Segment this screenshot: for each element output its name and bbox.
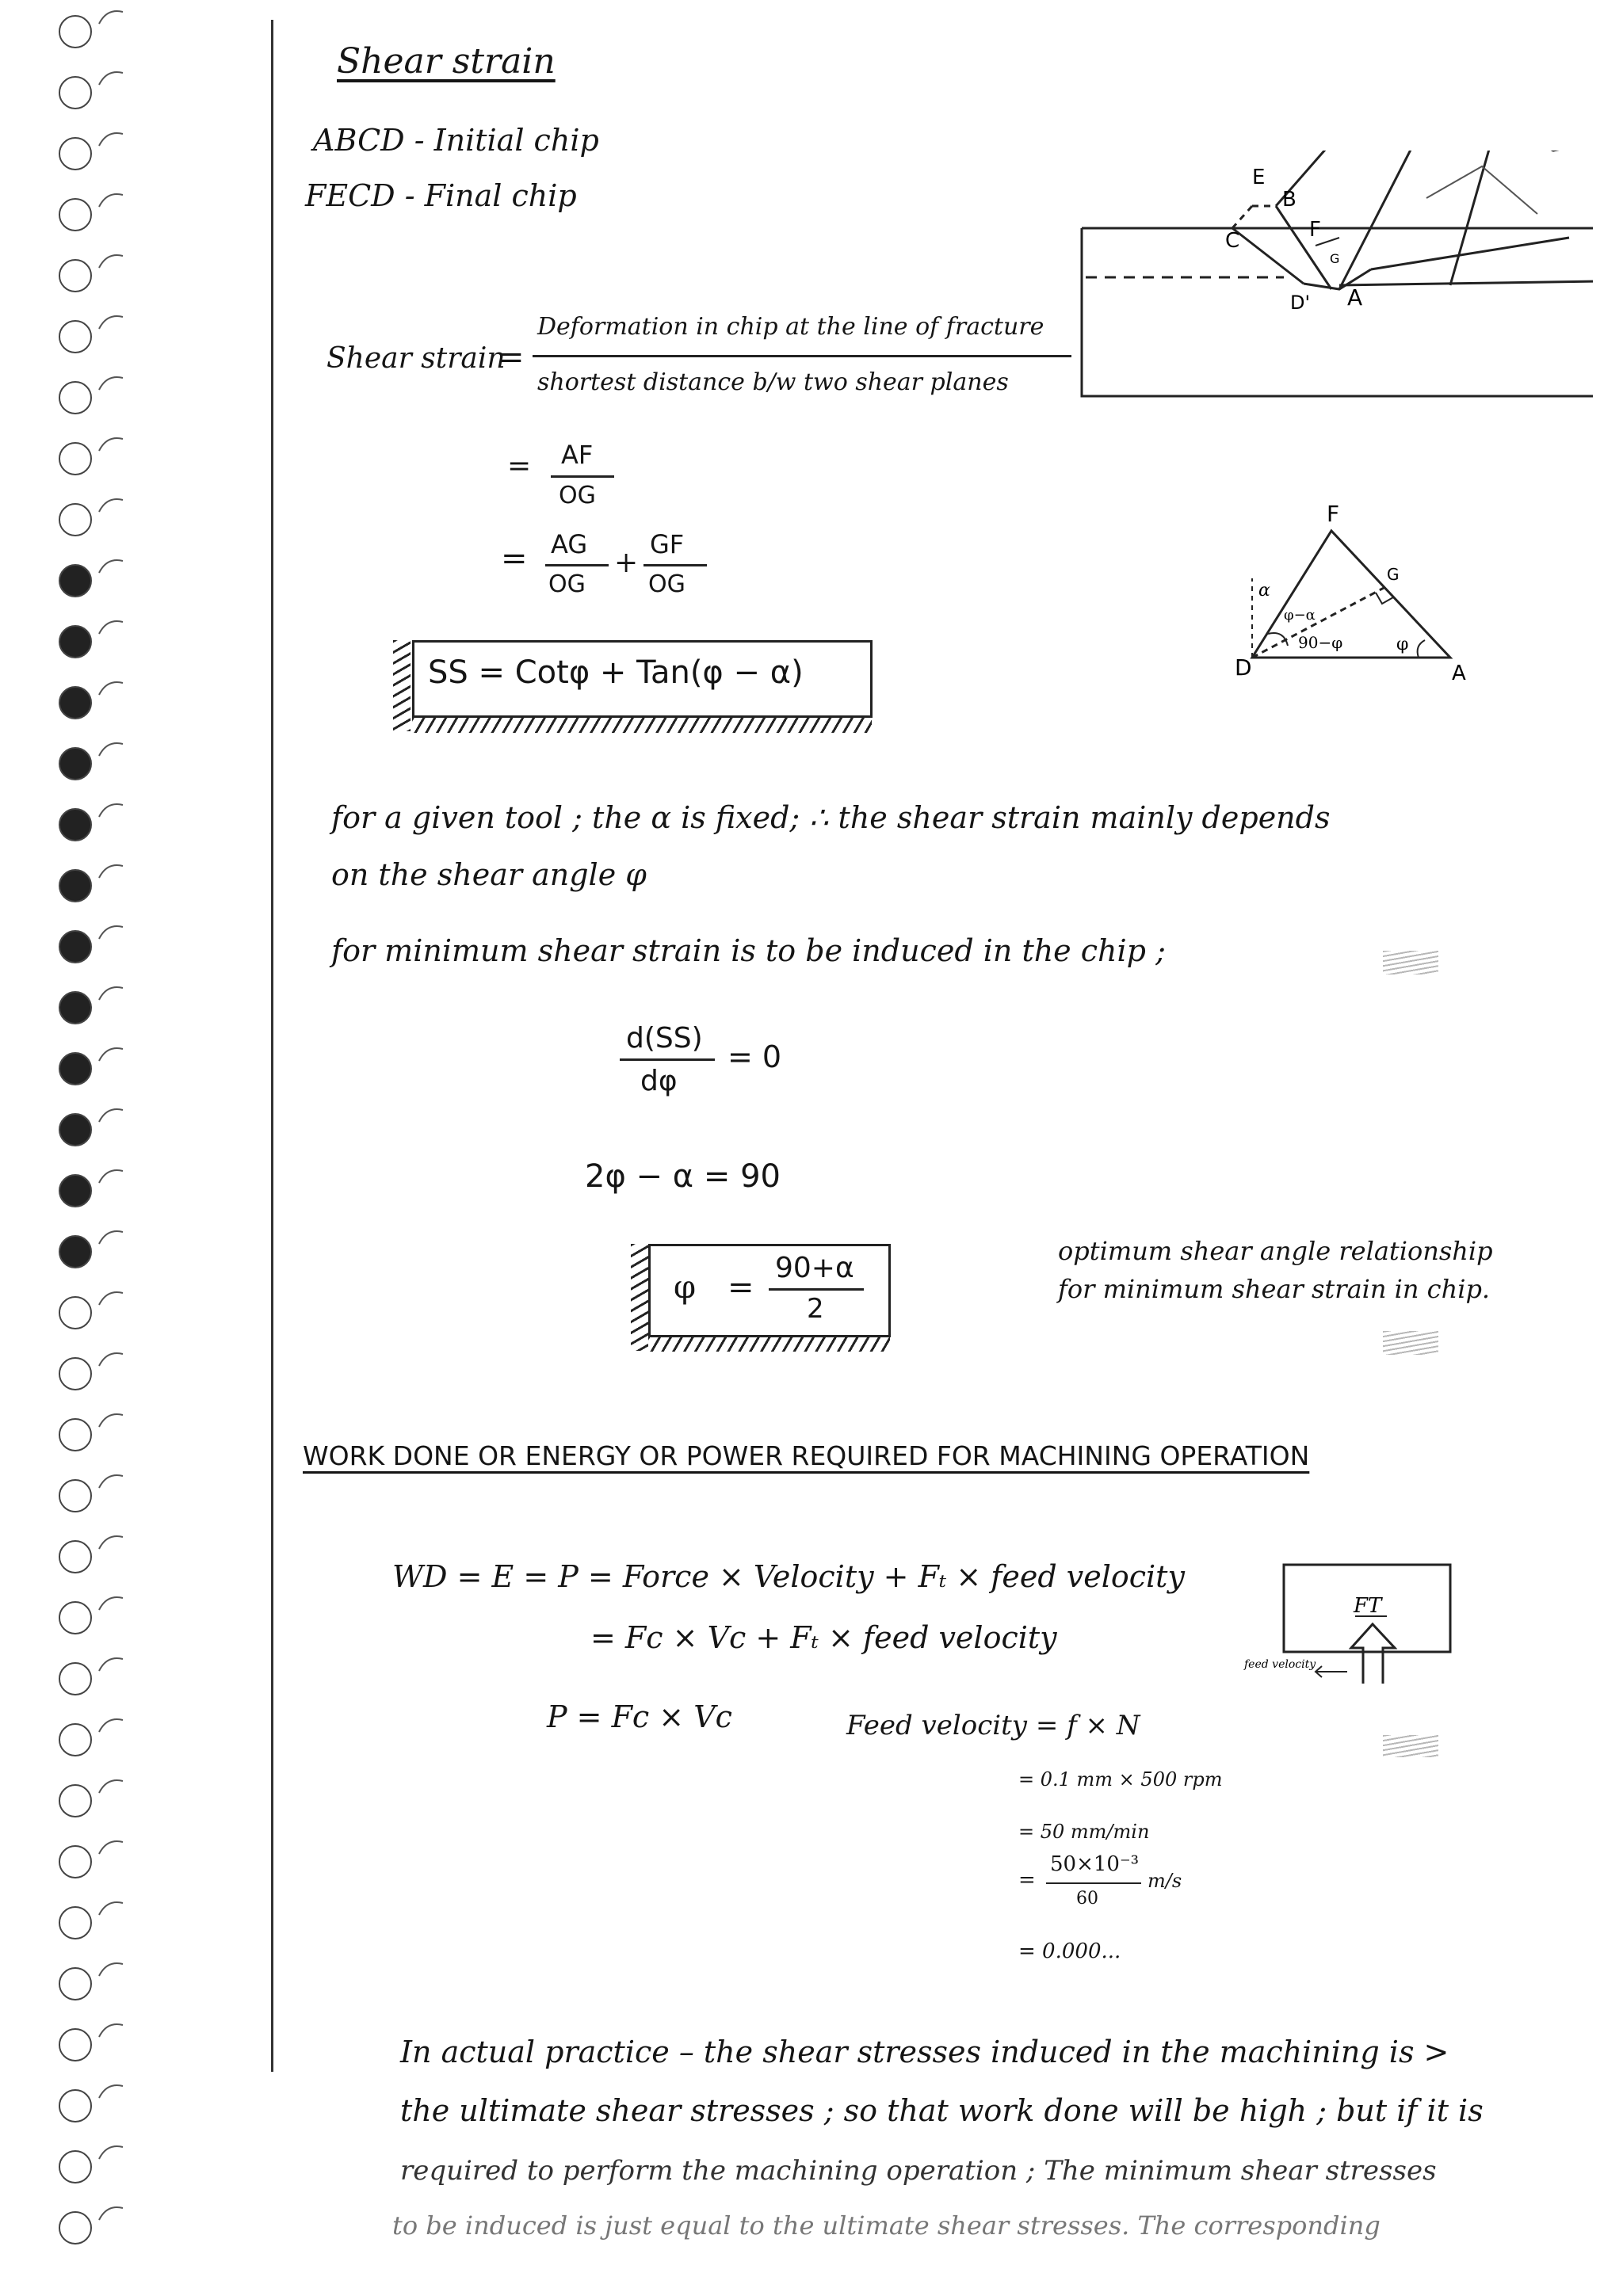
- definition-fraction-bar: [533, 355, 1071, 357]
- definition-numerator: Deformation in chip at the line of fracture: [537, 313, 1044, 341]
- binding-wire: [99, 2207, 123, 2220]
- eq2-plus: +: [614, 547, 639, 579]
- binding-hole: [59, 626, 91, 658]
- page-heading: Shear strain: [337, 41, 556, 82]
- opt-box-hatch-left: [631, 1244, 648, 1351]
- fv-line4-num: 50×10⁻³: [1050, 1852, 1140, 1876]
- opt-note-line2: for minimum shear strain in chip.: [1058, 1274, 1491, 1304]
- fv-line3: = 50 mm/min: [1018, 1821, 1150, 1843]
- binding-hole: [59, 565, 91, 597]
- binding-wire: [99, 1536, 123, 1549]
- last-line2: the ultimate shear stresses ; so that work done will be high ; but if it is: [400, 2093, 1484, 2128]
- fv-line4-unit: m/s: [1148, 1870, 1182, 1892]
- binding-hole: [59, 321, 91, 353]
- binding-wire: [99, 1170, 123, 1183]
- binding-hole: [59, 931, 91, 963]
- eq2-den2: OG: [648, 570, 685, 598]
- binding-wire: [99, 1048, 123, 1061]
- opt-eq: =: [727, 1269, 754, 1306]
- eq2-bar2: [643, 564, 707, 566]
- label-b: B: [1282, 188, 1296, 212]
- binding-hole: [59, 687, 91, 719]
- fv-line4-den: 60: [1076, 1889, 1098, 1909]
- scribble-mark: [1383, 1735, 1438, 1757]
- tri-label-ninety-minus-phi: 90−φ: [1298, 633, 1343, 652]
- eq1-bar: [551, 475, 614, 478]
- eq2-num1: AG: [551, 529, 588, 559]
- ss-formula: SS = Cotφ + Tan(φ − α): [428, 654, 804, 691]
- binding-hole: [59, 1053, 91, 1085]
- binding-wire: [99, 255, 123, 268]
- fv-line4-eq: =: [1018, 1868, 1036, 1892]
- wd-line2: = Fc × Vc + Fₜ × feed velocity: [590, 1620, 1057, 1655]
- binding-wire: [99, 926, 123, 939]
- binding-wire: [99, 865, 123, 878]
- binding-wire: [99, 133, 123, 146]
- tri-label-f: F: [1327, 501, 1340, 527]
- last-line1: In actual practice – the shear stresses induced in the machining is >: [400, 2035, 1449, 2069]
- scribble-mark: [1383, 951, 1438, 974]
- binding-hole: [59, 382, 91, 414]
- eq-90: 2φ − α = 90: [585, 1158, 781, 1195]
- tool-ft-label: FT: [1354, 1594, 1382, 1618]
- tool-feed-label: feed velocity: [1244, 1658, 1316, 1671]
- ss-box-hatch-left: [393, 640, 411, 731]
- binding-hole: [59, 1419, 91, 1451]
- binding-wire: [99, 1475, 123, 1488]
- binding-hole: [59, 2151, 91, 2183]
- tri-label-alpha: α: [1258, 581, 1270, 601]
- margin-line: [271, 20, 273, 2072]
- last-line3: required to perform the machining operation ; The minimum shear stresses: [400, 2155, 1437, 2187]
- binding-wire: [99, 1780, 123, 1793]
- fv-line2: = 0.1 mm × 500 rpm: [1018, 1768, 1223, 1791]
- eq2-bar1: [545, 564, 609, 566]
- eq2-equals: =: [501, 540, 528, 577]
- tri-label-a: A: [1452, 662, 1466, 685]
- binding-wire: [99, 1719, 123, 1732]
- binding-hole: [59, 1602, 91, 1634]
- binding-wire: [99, 804, 123, 817]
- binding-hole: [59, 1358, 91, 1390]
- binding-wire: [99, 1414, 123, 1427]
- binding-wire: [99, 987, 123, 1000]
- label-c: C: [1225, 229, 1240, 253]
- opt-note-line1: optimum shear angle relationship: [1058, 1236, 1493, 1266]
- binding-wire: [99, 2146, 123, 2159]
- binding-hole: [59, 1663, 91, 1695]
- binding-hole: [59, 1175, 91, 1207]
- fv-line4-bar: [1046, 1882, 1141, 1884]
- binding-hole: [59, 199, 91, 231]
- binding-wire: [99, 560, 123, 573]
- binding-wire: [99, 316, 123, 329]
- definition-denominator: shortest distance b/w two shear planes: [537, 368, 1009, 396]
- binding-wire: [99, 72, 123, 85]
- binding-hole: [59, 1846, 91, 1878]
- binding-wire: [99, 11, 123, 24]
- opt-lhs: φ: [674, 1269, 697, 1306]
- binding-hole: [59, 443, 91, 475]
- binding-hole: [59, 748, 91, 780]
- binding-hole: [59, 260, 91, 292]
- fv-line1: Feed velocity = f × N: [846, 1710, 1140, 1741]
- binding-wire: [99, 1963, 123, 1976]
- binding-wire: [99, 499, 123, 512]
- abcd-line: ABCD - Initial chip: [313, 123, 599, 158]
- opt-box-hatch-bottom: [648, 1336, 890, 1352]
- binding-hole: [59, 1297, 91, 1329]
- binding-hole: [59, 1968, 91, 2000]
- section-heading: WORK DONE OR ENERGY OR POWER REQUIRED FOR MACHINING OPERATION: [303, 1440, 1310, 1471]
- binding-hole: [59, 138, 91, 170]
- binding-hole: [59, 1480, 91, 1512]
- wd-line1: WD = E = P = Force × Velocity + Fₜ × feed velocity: [392, 1559, 1185, 1594]
- spiral-binding: [0, 0, 143, 2296]
- binding-wire: [99, 1597, 123, 1610]
- binding-wire: [99, 743, 123, 756]
- opt-num: 90+α: [775, 1252, 854, 1284]
- tri-label-d: D: [1235, 654, 1252, 681]
- binding-wire: [99, 2085, 123, 2098]
- binding-wire: [99, 1658, 123, 1671]
- binding-hole: [59, 2212, 91, 2244]
- binding-hole: [59, 77, 91, 109]
- binding-hole: [59, 1907, 91, 1939]
- binding-wire: [99, 438, 123, 451]
- binding-wire: [99, 1292, 123, 1305]
- fv-line5: = 0.000...: [1018, 1939, 1121, 1963]
- binding-hole: [59, 1114, 91, 1146]
- binding-wire: [99, 682, 123, 695]
- binding-hole: [59, 16, 91, 48]
- binding-hole: [59, 809, 91, 841]
- last-line4: to be induced is just equal to the ultimate shear stresses. The corresponding: [392, 2210, 1381, 2241]
- tri-label-g: G: [1387, 565, 1400, 584]
- feed-tool-diagram: [1236, 1553, 1458, 1711]
- tri-label-phi-minus-alpha: φ−α: [1284, 607, 1316, 624]
- definition-equals: =: [498, 339, 525, 376]
- deriv-den: dφ: [640, 1065, 678, 1097]
- deriv-num: d(SS): [626, 1022, 703, 1055]
- chip-formation-diagram: [1078, 151, 1593, 420]
- para1-line1: for a given tool ; the α is fixed; ∴ the shear strain mainly depends: [331, 800, 1331, 835]
- feco-line: FECD - Final chip: [305, 178, 577, 213]
- para1-line2: on the shear angle φ: [331, 857, 647, 892]
- binding-hole: [59, 2029, 91, 2061]
- para2: for minimum shear strain is to be induced in the chip ;: [331, 933, 1166, 968]
- binding-wire: [99, 1902, 123, 1915]
- binding-wire: [99, 1231, 123, 1244]
- binding-wire: [99, 1841, 123, 1854]
- ss-box-hatch-bottom: [412, 717, 872, 733]
- binding-hole: [59, 504, 91, 536]
- binding-wire: [99, 377, 123, 390]
- opt-den: 2: [807, 1293, 824, 1325]
- binding-hole: [59, 1236, 91, 1268]
- definition-label: Shear strain: [327, 342, 506, 375]
- deriv-bar: [620, 1058, 715, 1061]
- eq1-den: OG: [559, 482, 596, 509]
- tri-label-phi: φ: [1396, 635, 1409, 654]
- binding-hole: [59, 992, 91, 1024]
- binding-hole: [59, 870, 91, 902]
- label-g: G: [1330, 251, 1340, 266]
- triangle-diagram: [1220, 499, 1490, 689]
- eq1-num: AF: [561, 440, 594, 470]
- eq2-num2: GF: [650, 529, 685, 559]
- binding-wire: [99, 1109, 123, 1122]
- binding-hole: [59, 2090, 91, 2122]
- binding-wire: [99, 1353, 123, 1366]
- binding-wire: [99, 621, 123, 634]
- label-e: E: [1252, 166, 1266, 189]
- eq2-den1: OG: [548, 570, 586, 598]
- label-a: A: [1347, 284, 1363, 311]
- binding-hole: [59, 1785, 91, 1817]
- label-d: D': [1290, 292, 1311, 314]
- label-f: F: [1309, 218, 1321, 242]
- binding-hole: [59, 1541, 91, 1573]
- deriv-eq: = 0: [727, 1039, 782, 1074]
- opt-bar: [769, 1288, 864, 1291]
- wd-line3: P = Fc × Vc: [547, 1699, 732, 1734]
- binding-wire: [99, 194, 123, 207]
- eq1-equals: =: [507, 450, 532, 482]
- binding-hole: [59, 1724, 91, 1756]
- binding-wire: [99, 2024, 123, 2037]
- scribble-mark: [1383, 1331, 1438, 1355]
